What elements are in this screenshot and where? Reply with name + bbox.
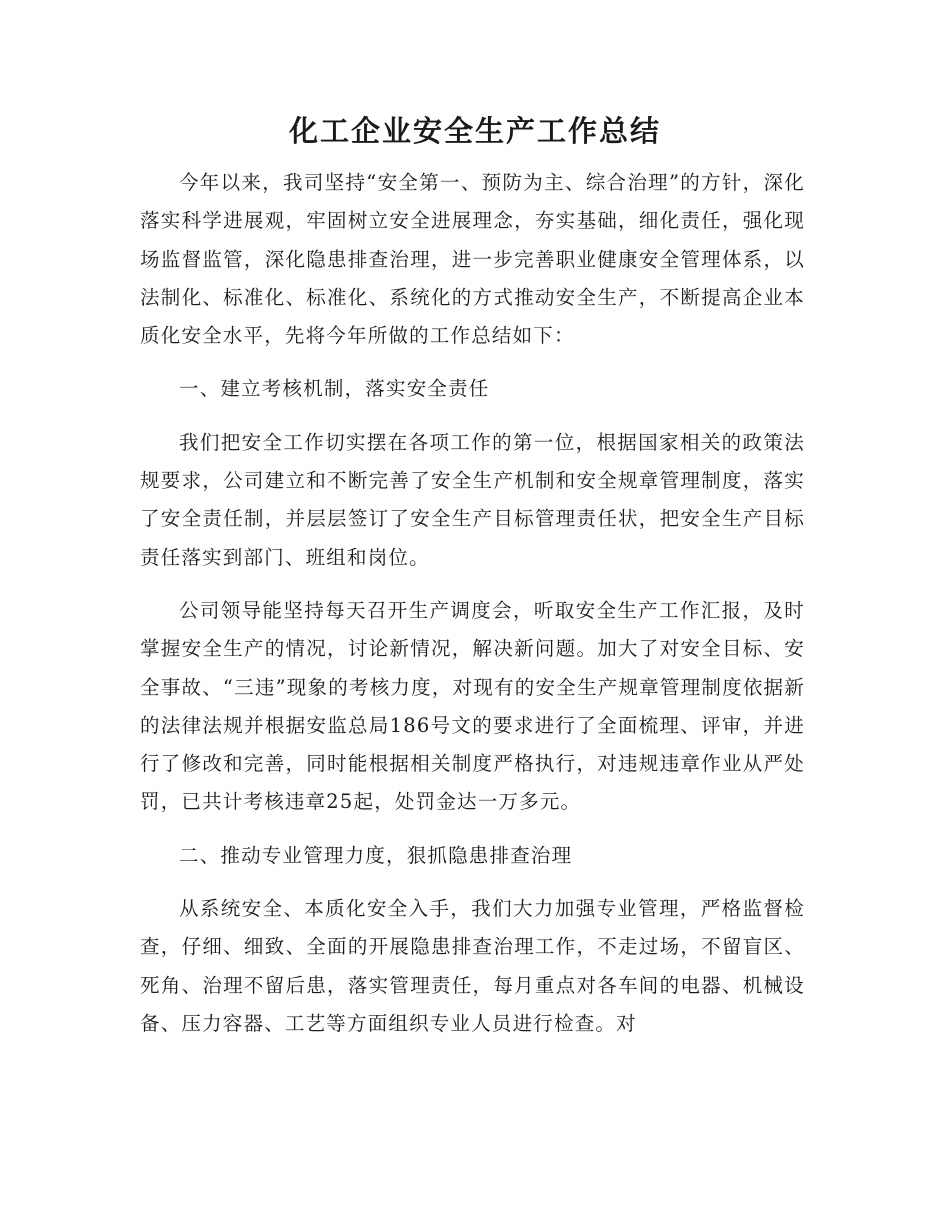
body-paragraph-1: 我们把安全工作切实摆在各项工作的第一位，根据国家相关的政策法规要求，公司建立和不断完善了安全生产机制和安全规章管理制度，落实了安全责任制，并层层签订了安全生产目标管理责任状，把安全生产目标责任落实到部门、班组和岗位。 [140,430,805,569]
body-paragraph-2: 公司领导能坚持每天召开生产调度会，听取安全生产工作汇报，及时掌握安全生产的情况，讨论新情况，解决新问题。加大了对安全目标、安全事故、“三违”现象的考核力度，对现有的安全生产规章管理制度依据新的法律法规并根据安监总局186号文的要求进行了全面梳理、评审，并进行了修改和完善，同时能根据相关制度严格执行，对违规违章作业从严处罚，已共计考核违章25起，处罚金达一万多元。 [140,598,805,814]
document-body [140,164,805,1058]
intro-paragraph: 今年以来，我司坚持“安全第一、预防为主、综合治理”的方针，深化落实科学进展观，牢固树立安全进展理念，夯实基础，细化责任，强化现场监督监管，深化隐患排查治理，进一步完善职业健康安全管理体系，以法制化、标准化、标准化、系统化的方式推动安全生产，不断提高企业本质化安全水平，先将今年所做的工作总结如下： [140,171,805,348]
section-heading-1: 一、建立考核机制，落实安全责任 [179,377,490,401]
section-heading-2: 二、推动专业管理力度，狠抓隐患排查治理 [179,843,573,867]
document-title: 化工企业安全生产工作总结 [288,114,661,148]
body-paragraph-3: 从系统安全、本质化安全入手，我们大力加强专业管理，严格监督检查，仔细、细致、全面的开展隐患排查治理工作，不走过场，不留盲区、死角、治理不留后患，落实管理责任，每月重点对各车间的电器、机械设备、压力容器、工艺等方面组织专业人员进行检查。对 [140,897,805,1035]
